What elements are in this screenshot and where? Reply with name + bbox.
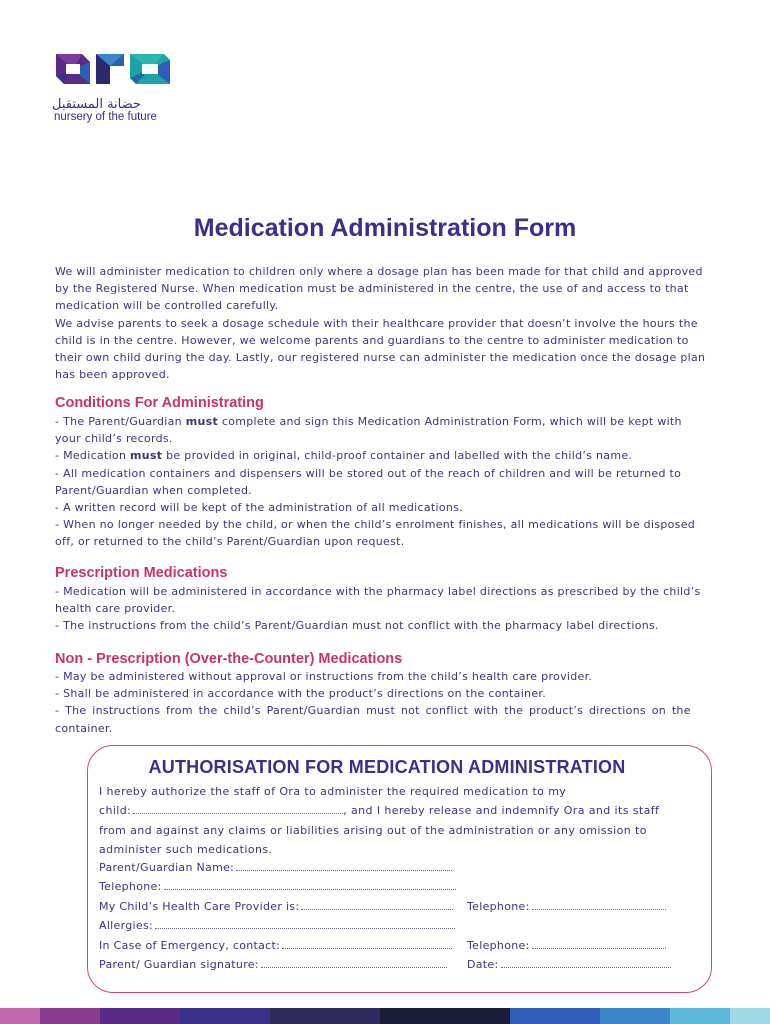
signature-row — [99, 958, 447, 971]
emergency-contact-label: In Case of Emergency, contact: — [99, 939, 281, 952]
conditions-line: - When no longer needed by the child, or when the child’s enrolment finishes, all medications will be disposed — [55, 518, 696, 532]
footer-segment — [180, 1008, 270, 1024]
date-field[interactable] — [501, 958, 671, 968]
intro-line: by the Registered Nurse. When medication must be administered in the centre, the use of and access to that — [55, 282, 689, 296]
emergency-telephone-row — [467, 939, 666, 952]
prescription-line: - The instructions from the child’s Parent/Guardian must not conflict with the pharmacy label directions. — [55, 619, 659, 633]
date-row — [467, 958, 671, 971]
footer-segment — [730, 1008, 770, 1024]
authorisation-line: administer such medications. — [99, 843, 273, 856]
prescription-list — [55, 583, 717, 635]
authorisation-line: from and against any claims or liabilities arising out of the administration or any omission to — [99, 824, 647, 837]
health-provider-field[interactable] — [301, 900, 453, 910]
otc-line: - May be administered without approval or instructions from the child’s health care provider. — [55, 670, 593, 683]
conditions-line: - A written record will be kept of the administration of all medications. — [55, 501, 464, 515]
page-title: Medication Administration Form — [193, 214, 577, 242]
otc-line: - Shall be administered in accordance with the product’s directions on the container. — [55, 687, 547, 701]
footer-segment — [380, 1008, 510, 1024]
allergies-field[interactable] — [155, 919, 455, 929]
footer-color-bar — [0, 1008, 770, 1024]
authorisation-line: I hereby authorize the staff of Ora to administer the required medication to my — [99, 785, 567, 798]
prescription-line: - Medication will be administered in accordance with the pharmacy label directions as prescribed by the child’s — [55, 585, 701, 598]
conditions-line: - Medication must be provided in original, child-proof container and labelled with the child’s name. — [55, 449, 633, 463]
conditions-heading: Conditions For Administrating — [55, 395, 264, 411]
intro-line: We will administer medication to children only where a dosage plan has been made for that child and approved — [55, 265, 703, 278]
signature-field[interactable] — [261, 958, 447, 968]
health-provider-row — [99, 900, 453, 913]
provider-telephone-label: Telephone: — [467, 900, 530, 913]
provider-telephone-row — [467, 900, 666, 913]
otc-heading: Non - Prescription (Over-the-Counter) Medications — [55, 651, 403, 667]
logo-arabic-text: حضانة المستقبل — [52, 97, 141, 112]
footer-segment — [270, 1008, 380, 1024]
child-name-field[interactable] — [133, 804, 343, 814]
emergency-contact-field[interactable] — [282, 939, 452, 949]
ora-logo-mark — [52, 48, 174, 90]
prescription-heading: Prescription Medications — [55, 565, 228, 581]
conditions-list — [55, 413, 717, 551]
footer-segment — [600, 1008, 670, 1024]
conditions-line: your child’s records. — [55, 432, 173, 446]
emergency-telephone-field[interactable] — [532, 939, 666, 949]
health-provider-label: My Child’s Health Care Provider is: — [99, 900, 300, 913]
allergies-row — [99, 919, 455, 932]
telephone-row — [99, 880, 456, 893]
footer-segment — [40, 1008, 100, 1024]
guardian-name-field[interactable] — [236, 861, 452, 871]
emergency-contact-row — [99, 939, 452, 952]
signature-label: Parent/ Guardian signature: — [99, 958, 259, 971]
allergies-label: Allergies: — [99, 919, 153, 932]
logo-tagline: nursery of the future — [54, 111, 157, 123]
telephone-field[interactable] — [164, 880, 456, 890]
intro-paragraph — [55, 263, 717, 383]
conditions-line: - The Parent/Guardian must complete and sign this Medication Administration Form, which will be kept with — [55, 415, 682, 428]
footer-segment — [0, 1008, 40, 1024]
otc-line: - The instructions from the child’s Parent/Guardian must not conflict with the product’s directions on the — [55, 704, 691, 718]
authorisation-title: AUTHORISATION FOR MEDICATION ADMINISTRATION — [148, 757, 626, 777]
conditions-line: off, or returned to the child’s Parent/Guardian upon request. — [55, 535, 405, 549]
telephone-label: Telephone: — [99, 880, 162, 893]
otc-line: container. — [55, 721, 113, 735]
intro-line: medication will be controlled carefully. — [55, 299, 279, 313]
footer-segment — [100, 1008, 180, 1024]
otc-list — [55, 668, 717, 737]
guardian-name-row — [99, 861, 452, 874]
conditions-line: Parent/Guardian when completed. — [55, 483, 253, 497]
footer-segment — [510, 1008, 600, 1024]
intro-line: has been approved. — [55, 368, 170, 382]
footer-segment — [670, 1008, 730, 1024]
date-label: Date: — [467, 958, 499, 971]
authorisation-line: child: , and I hereby release and indemnify Ora and its staff — [99, 804, 660, 817]
guardian-name-label: Parent/Guardian Name: — [99, 861, 235, 874]
provider-telephone-field[interactable] — [532, 900, 666, 910]
intro-line: We advise parents to seek a dosage schedule with their healthcare provider that doesn’t involve the hours the — [55, 316, 698, 330]
conditions-line: - All medication containers and dispensers will be stored out of the reach of children and will be returned to — [55, 466, 682, 480]
ora-logo — [52, 48, 182, 128]
intro-line: their own child during the day. Lastly, our registered nurse can administer the medication once the dosage plan — [55, 351, 706, 365]
prescription-line: health care provider. — [55, 602, 176, 616]
emergency-telephone-label: Telephone: — [467, 939, 530, 952]
intro-line: child is in the centre. However, we welcome parents and guardians to the centre to administer medication to — [55, 333, 689, 347]
